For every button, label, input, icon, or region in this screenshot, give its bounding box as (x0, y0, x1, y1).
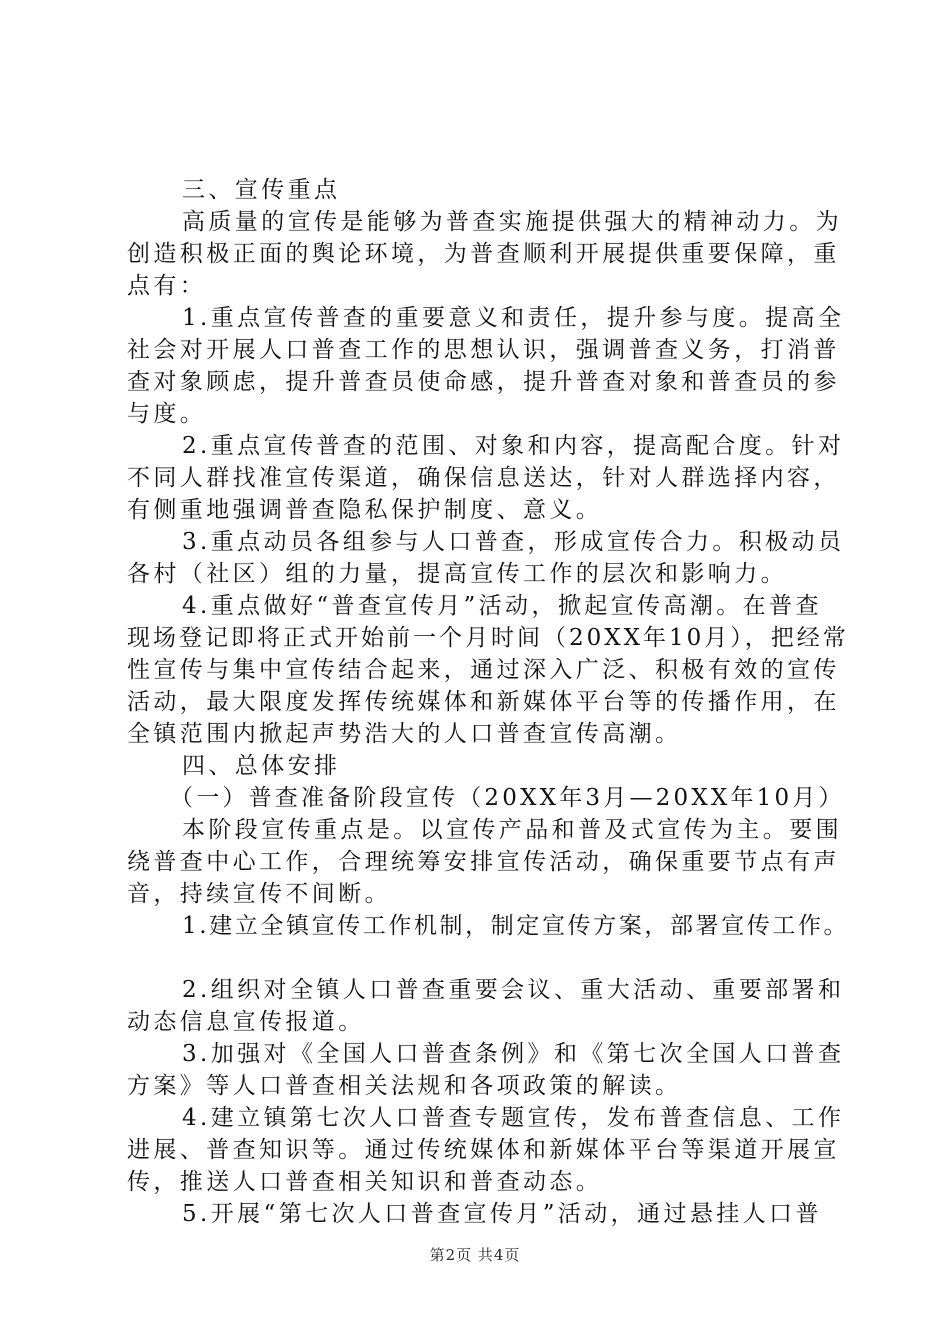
paragraph-line: 3.加强对《全国人口普查条例》和《第七次全国人口普查 (182, 1041, 845, 1067)
paragraph-line: 不同人群找准宣传渠道，确保信息送达，针对人群选择内容， (127, 465, 840, 491)
paragraph-line: 社会对开展人口普查工作的思想认识，强调普查义务，打消普 (127, 337, 840, 363)
paragraph-line: 进展、普查知识等。通过传统媒体和新媒体平台等渠道开展宣 (127, 1137, 840, 1163)
paragraph-line: 性宣传与集中宣传结合起来，通过深入广泛、积极有效的宣传 (127, 657, 840, 683)
paragraph-line: 5.开展“第七次人口普查宣传月”活动，通过悬挂人口普 (182, 1201, 822, 1227)
paragraph-line: 本阶段宣传重点是。以宣传产品和普及式宣传为主。要围 (182, 817, 842, 843)
paragraph-line: 创造积极正面的舆论环境，为普查顺利开展提供重要保障，重 (127, 241, 840, 267)
paragraph-line: 音，持续宣传不间断。 (127, 881, 391, 907)
subsection-heading: （一）普查准备阶段宣传（20XX年3月—20XX年10月） (170, 785, 845, 811)
paragraph-line: 各村（社区）组的力量，提高宣传工作的层次和影响力。 (127, 561, 787, 587)
paragraph-line: 方案》等人口普查相关法规和各项政策的解读。 (127, 1073, 682, 1099)
paragraph-line: 2.重点宣传普查的范围、对象和内容，提高配合度。针对 (182, 433, 845, 459)
paragraph-line: 动态信息宣传报道。 (127, 1009, 365, 1035)
paragraph-line: 现场登记即将正式开始前一个月时间（20XX年10月），把经常 (127, 625, 849, 651)
paragraph-line: 活动，最大限度发挥传统媒体和新媒体平台等的传播作用，在 (127, 689, 840, 715)
paragraph-line: 有侧重地强调普查隐私保护制度、意义。 (127, 497, 603, 523)
paragraph-line: 传，推送人口普查相关知识和普查动态。 (127, 1169, 603, 1195)
section-heading: 四、总体安排 (182, 753, 341, 779)
section-heading: 三、宣传重点 (182, 177, 341, 203)
paragraph-line: 全镇范围内掀起声势浩大的人口普查宣传高潮。 (127, 721, 682, 747)
paragraph-line: 4.重点做好“普查宣传月”活动，掀起宣传高潮。在普查 (182, 593, 822, 619)
paragraph-line: 与度。 (127, 401, 207, 427)
paragraph-line: 高质量的宣传是能够为普查实施提供强大的精神动力。为 (182, 209, 842, 235)
paragraph-line: 1.建立全镇宣传工作机制，制定宣传方案，部署宣传工作。 (182, 913, 850, 939)
paragraph-line: 绕普查中心工作，合理统筹安排宣传活动，确保重要节点有声 (127, 849, 840, 875)
paragraph-line: 点有： (127, 273, 207, 299)
page-number-footer: 第2页 共4页 (429, 1246, 521, 1264)
paragraph-line: 1.重点宣传普查的重要意义和责任，提升参与度。提高全 (182, 305, 845, 331)
paragraph-line: 查对象顾虑，提升普查员使命感，提升普查对象和普查员的参 (127, 369, 840, 395)
paragraph-line: 3.重点动员各组参与人口普查，形成宣传合力。积极动员 (182, 529, 845, 555)
paragraph-line: 4.建立镇第七次人口普查专题宣传，发布普查信息、工作 (182, 1105, 845, 1131)
paragraph-line: 2.组织对全镇人口普查重要会议、重大活动、重要部署和 (182, 977, 845, 1003)
